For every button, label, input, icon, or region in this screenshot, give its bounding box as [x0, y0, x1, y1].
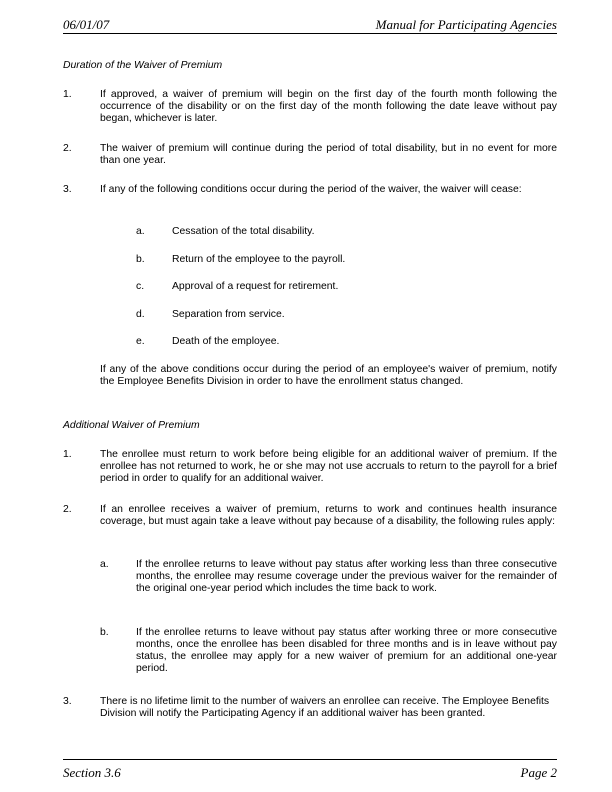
rule-letter: b.: [100, 627, 109, 638]
condition-text: Return of the employee to the payroll.: [172, 254, 346, 265]
page-header: [63, 14, 557, 34]
rule-text: If the enrollee returns to leave without pay status after working less than three consecutive months, the enrollee may resume coverage under the previous waiver for the remainder of the original one-year period which includes the time back to work.: [136, 559, 557, 594]
condition-text: Separation from service.: [172, 309, 285, 320]
condition-text: Death of the employee.: [172, 336, 280, 347]
item-text: If approved, a waiver of premium will begin on the first day of the fourth month following the occurrence of the disability or on the first day of the month following the date leave without pay began, whichever is later.: [100, 89, 557, 124]
footer-page-number: Page 2: [520, 765, 557, 780]
condition-letter: a.: [136, 226, 145, 237]
footer-section: Section 3.6: [63, 765, 121, 780]
page-footer: [63, 763, 557, 783]
section-heading-additional: Additional Waiver of Premium: [63, 420, 200, 431]
condition-letter: c.: [136, 281, 145, 292]
item-number: 3.: [63, 696, 72, 707]
rule-text: If the enrollee returns to leave without pay status after working three or more consecutive months, once the enrollee has been disabled for three months and is in leave without pay status, the enrollee may apply for a new waiver of premium for an additional one-year period.: [136, 627, 557, 674]
condition-text: Cessation of the total disability.: [172, 226, 315, 237]
header-title: Manual for Participating Agencies: [375, 17, 557, 32]
footer-rule: [63, 759, 557, 760]
item-number: 1.: [63, 89, 72, 100]
section-heading-duration: Duration of the Waiver of Premium: [63, 60, 223, 71]
condition-note: If any of the above conditions occur during the period of an employee's waiver of premium, notify the Employee Benefits Division in order to have the enrollment status changed.: [100, 364, 557, 387]
item-number: 2.: [63, 143, 72, 154]
condition-letter: d.: [136, 309, 145, 320]
item-text: If any of the following conditions occur during the period of the waiver, the waiver will cease:: [100, 184, 522, 195]
item-text: There is no lifetime limit to the number of waivers an enrollee can receive. The Employee Benefits Division will notify the Participating Agency if an additional waiver has been granted.: [100, 696, 550, 719]
header-rule: [63, 33, 557, 34]
condition-letter: e.: [136, 336, 145, 347]
item-number: 1.: [63, 449, 72, 460]
item-number: 3.: [63, 184, 72, 195]
item-text: If an enrollee receives a waiver of premium, returns to work and continues health insurance coverage, but must again take a leave without pay because of a disability, the following rules apply:: [100, 504, 557, 527]
condition-text: Approval of a request for retirement.: [172, 281, 339, 292]
condition-letter: b.: [136, 254, 145, 265]
item-text: The waiver of premium will continue during the period of total disability, but in no event for more than one year.: [100, 143, 557, 166]
header-date: 06/01/07: [63, 17, 110, 32]
item-number: 2.: [63, 504, 72, 515]
item-text: The enrollee must return to work before being eligible for an additional waiver of premium. If the enrollee has not returned to work, he or she may not use accruals to return to the payroll for a brief period in order to qualify for an additional waiver.: [100, 449, 557, 484]
rule-letter: a.: [100, 559, 109, 570]
